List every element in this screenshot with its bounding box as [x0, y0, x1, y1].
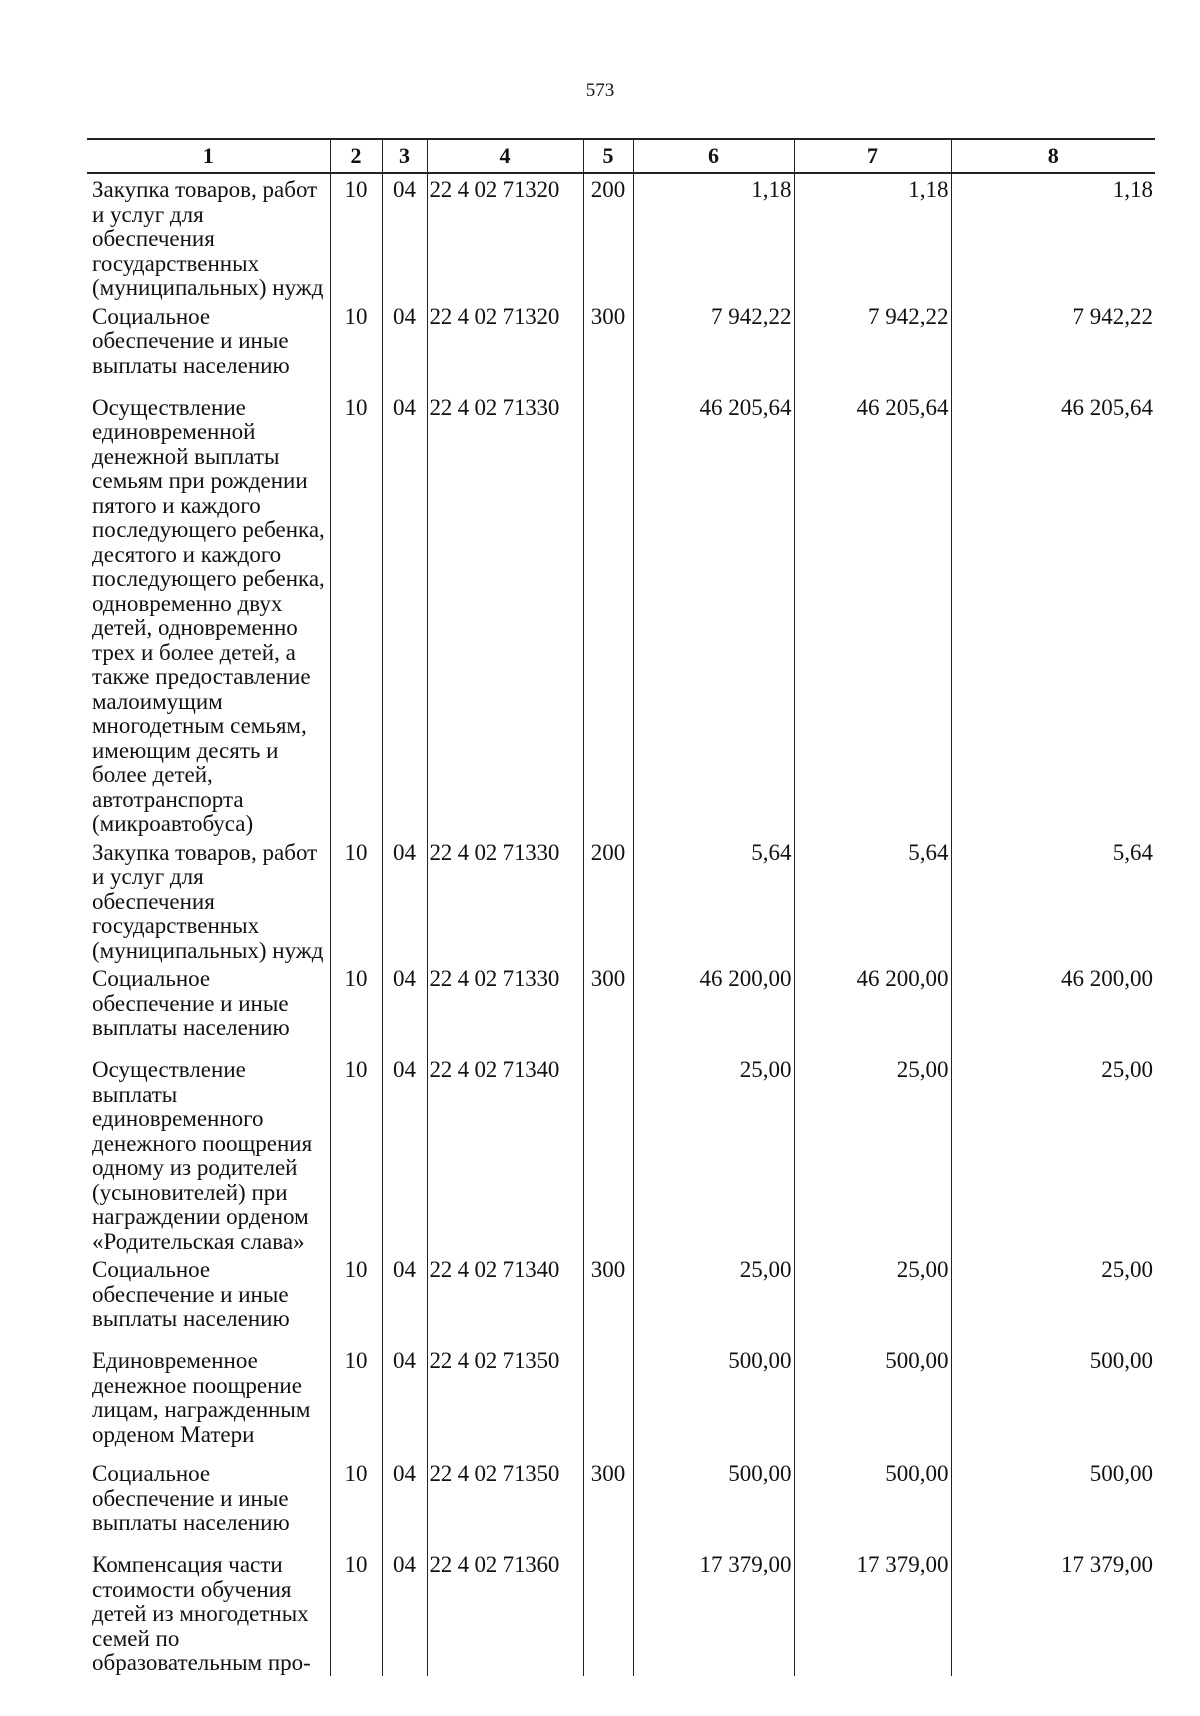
row-value-8: 25,00: [951, 1054, 1155, 1254]
row-subsection: 04: [382, 1345, 427, 1458]
row-subsection: 04: [382, 392, 427, 837]
row-expense-type: [583, 1345, 633, 1458]
row-target-code: 22 4 02 71360: [427, 1549, 583, 1676]
row-target-code: 22 4 02 71340: [427, 1254, 583, 1345]
row-subsection: 04: [382, 837, 427, 964]
row-target-code: 22 4 02 71350: [427, 1345, 583, 1458]
row-expense-type: 300: [583, 1254, 633, 1345]
row-name: Осуществление выплаты единовременного денежного поощрения одному из родителей (усыновителей) при награждении орденом «Родительская слава»: [92, 1057, 313, 1254]
row-expense-type: 300: [583, 301, 633, 392]
row-section: 10: [330, 392, 382, 837]
table-row: [87, 301, 1155, 392]
row-section: 10: [330, 1345, 382, 1458]
row-expense-type: [583, 1549, 633, 1676]
row-expense-type: 300: [583, 1458, 633, 1549]
table-row: [87, 1458, 1155, 1549]
row-expense-type: 300: [583, 963, 633, 1054]
table-row: [87, 837, 1155, 964]
row-subsection: 04: [382, 301, 427, 392]
column-header-3: 3: [382, 139, 427, 173]
row-section: 10: [330, 963, 382, 1054]
row-value-8: 500,00: [951, 1458, 1155, 1549]
row-name: Социальное обеспечение и иные выплаты населению: [92, 303, 290, 378]
row-target-code: 22 4 02 71330: [427, 392, 583, 837]
row-subsection: 04: [382, 1254, 427, 1345]
row-subsection: 04: [382, 173, 427, 301]
row-name: Закупка товаров, работ и услуг для обеспечения государственных (муниципальных) нужд: [92, 177, 324, 300]
row-value-7: 1,18: [794, 173, 951, 301]
row-value-7: 5,64: [794, 837, 951, 964]
row-expense-type: 200: [583, 837, 633, 964]
row-value-7: 7 942,22: [794, 301, 951, 392]
row-value-7: 25,00: [794, 1254, 951, 1345]
row-value-7: 500,00: [794, 1458, 951, 1549]
row-value-6: 500,00: [633, 1458, 794, 1549]
row-value-8: 17 379,00: [951, 1549, 1155, 1676]
table-row: [87, 1054, 1155, 1254]
row-name: Единовременное денежное поощрение лицам, награжденным орденом Матери: [92, 1348, 311, 1447]
column-header-7: 7: [794, 139, 951, 173]
row-expense-type: 200: [583, 173, 633, 301]
table-header-row: [87, 139, 1155, 173]
row-value-6: 1,18: [633, 173, 794, 301]
row-value-6: 25,00: [633, 1254, 794, 1345]
row-name: Социальное обеспечение и иные выплаты населению: [92, 966, 290, 1040]
column-header-8: 8: [951, 139, 1155, 173]
row-target-code: 22 4 02 71350: [427, 1458, 583, 1549]
table-row: [87, 173, 1155, 301]
column-header-2: 2: [330, 139, 382, 173]
row-name: Социальное обеспечение и иные выплаты населению: [92, 1461, 290, 1535]
row-section: 10: [330, 1054, 382, 1254]
row-value-7: 46 205,64: [794, 392, 951, 837]
row-value-8: 46 200,00: [951, 963, 1155, 1054]
row-value-6: 25,00: [633, 1054, 794, 1254]
row-name: Социальное обеспечение и иные выплаты населению: [92, 1257, 290, 1331]
row-subsection: 04: [382, 1054, 427, 1254]
row-value-8: 7 942,22: [951, 301, 1155, 392]
table-row: [87, 1345, 1155, 1458]
row-target-code: 22 4 02 71330: [427, 963, 583, 1054]
row-value-7: 17 379,00: [794, 1549, 951, 1676]
row-section: 10: [330, 301, 382, 392]
column-header-6: 6: [633, 139, 794, 173]
row-value-6: 17 379,00: [633, 1549, 794, 1676]
column-header-5: 5: [583, 139, 633, 173]
row-value-8: 25,00: [951, 1254, 1155, 1345]
row-name: Осуществление единовременной денежной выплаты семьям при рождении пятого и каждого последующего ребенка, десятого и каждого последующего ребенка, одновременно двух детей, одновременно трех и более детей, а также предоставление малоимущим многодетным семьям, имеющим десять и более детей, автотранспорта (микроавтобуса): [92, 394, 325, 836]
row-expense-type: [583, 392, 633, 837]
row-value-6: 500,00: [633, 1345, 794, 1458]
row-value-6: 46 200,00: [633, 963, 794, 1054]
row-value-7: 25,00: [794, 1054, 951, 1254]
table-row: [87, 963, 1155, 1054]
page-number: 573: [585, 80, 615, 101]
row-value-8: 500,00: [951, 1345, 1155, 1458]
row-value-6: 7 942,22: [633, 301, 794, 392]
budget-table-container: [87, 138, 1155, 1675]
row-target-code: 22 4 02 71340: [427, 1054, 583, 1254]
row-name: Компенсация части стоимости обучения детей из многодетных семей по образовательным про-: [92, 1552, 311, 1675]
row-target-code: 22 4 02 71320: [427, 173, 583, 301]
row-section: 10: [330, 1458, 382, 1549]
column-header-4: 4: [427, 139, 583, 173]
table-row: [87, 1254, 1155, 1345]
row-section: 10: [330, 173, 382, 301]
row-section: 10: [330, 1254, 382, 1345]
row-name: Закупка товаров, работ и услуг для обеспечения государственных (муниципальных) нужд: [92, 839, 324, 963]
row-value-8: 1,18: [951, 173, 1155, 301]
row-value-8: 46 205,64: [951, 392, 1155, 837]
row-value-6: 46 205,64: [633, 392, 794, 837]
row-target-code: 22 4 02 71320: [427, 301, 583, 392]
row-value-6: 5,64: [633, 837, 794, 964]
row-expense-type: [583, 1054, 633, 1254]
row-target-code: 22 4 02 71330: [427, 837, 583, 964]
table-row: [87, 392, 1155, 837]
column-header-1: 1: [87, 139, 330, 173]
row-section: 10: [330, 1549, 382, 1676]
row-value-8: 5,64: [951, 837, 1155, 964]
row-section: 10: [330, 837, 382, 964]
row-subsection: 04: [382, 1458, 427, 1549]
row-value-7: 46 200,00: [794, 963, 951, 1054]
table-row: [87, 1549, 1155, 1676]
row-subsection: 04: [382, 963, 427, 1054]
row-value-7: 500,00: [794, 1345, 951, 1458]
budget-table: [87, 138, 1155, 1676]
row-subsection: 04: [382, 1549, 427, 1676]
